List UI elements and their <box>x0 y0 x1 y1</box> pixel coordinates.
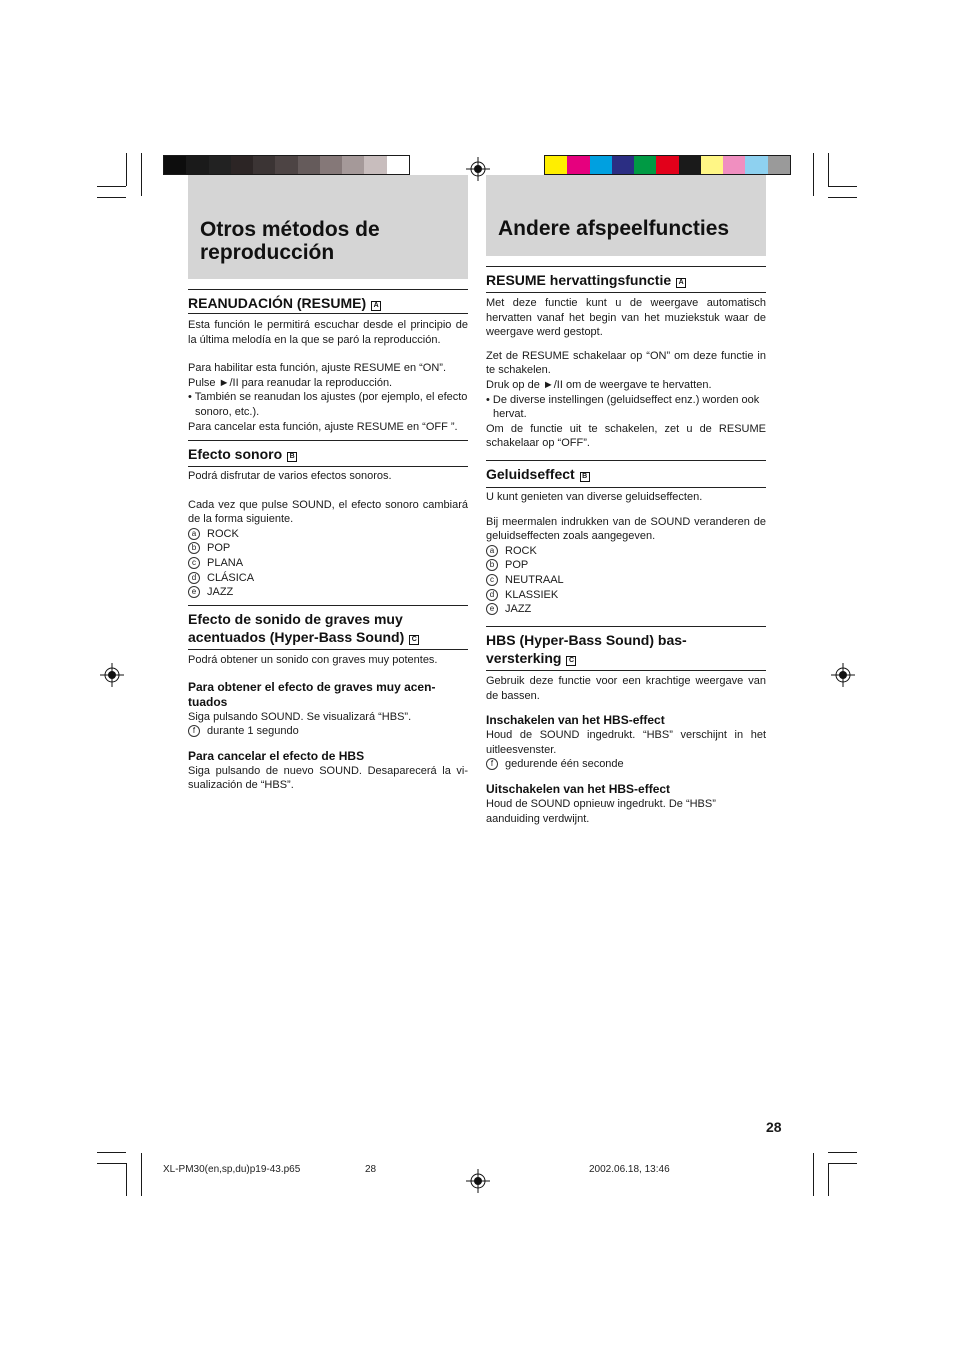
footer-date: 2002.06.18, 13:46 <box>589 1164 670 1175</box>
list-item-label: CLÁSICA <box>207 571 255 584</box>
crop-mark <box>97 197 126 198</box>
color-swatch <box>298 156 320 174</box>
list-item <box>486 588 766 603</box>
color-swatch <box>231 156 253 174</box>
crop-mark <box>97 186 126 187</box>
section-heading-resume-es: REANUDACIÓN (RESUME) A <box>188 289 468 314</box>
list-item <box>486 544 766 559</box>
color-swatch <box>164 156 186 174</box>
list-item-label: JAZZ <box>207 586 234 599</box>
color-swatch <box>567 156 589 174</box>
sound-mode-list <box>188 527 468 600</box>
label-badge: A <box>371 301 381 311</box>
list-item <box>188 527 468 542</box>
color-swatch <box>253 156 275 174</box>
list-marker: e <box>188 586 200 598</box>
page-title-spanish: Otros métodos de reproducción <box>200 218 380 264</box>
list-marker: c <box>188 557 200 569</box>
grayscale-color-bar <box>163 155 410 175</box>
color-swatch <box>723 156 745 174</box>
list-marker: c <box>486 574 498 586</box>
crop-mark <box>813 1153 814 1196</box>
crop-mark <box>828 1152 857 1153</box>
page-title-dutch: Andere afspeelfuncties <box>498 217 730 240</box>
sound-text-nl: U kunt genieten van diverse geluidseffecten. Bij meermalen indrukken van de SOUND veranderen de geluidseffecten zoals aangegeven. a ROCK b POP c NEUTRAAL d KLASSIEK e JAZZ <box>486 491 766 616</box>
list-item <box>486 602 766 617</box>
sound-text-es: Podrá disfrutar de varios efectos sonoros. Cada vez que pulse SOUND, el efecto sonoro cambiará de la forma siguiente. a ROCK b POP c PLANA d CLÁSICA e JAZZ <box>188 470 468 599</box>
footer-filename: XL-PM30(en,sp,du)p19-43.p65 <box>163 1164 301 1175</box>
crop-mark <box>828 197 857 198</box>
crop-mark <box>126 153 127 186</box>
color-swatch <box>634 156 656 174</box>
color-swatch <box>387 156 409 174</box>
footer-page: 28 <box>365 1164 377 1175</box>
crop-mark <box>141 1153 142 1196</box>
color-swatch <box>186 156 208 174</box>
list-item: f gedurende één seconde <box>486 757 766 772</box>
label-badge: C <box>409 635 419 645</box>
list-marker: e <box>486 603 498 615</box>
section-heading-resume-nl: RESUME hervattingsfunctie A <box>486 266 766 293</box>
color-swatch <box>745 156 767 174</box>
color-swatch <box>612 156 634 174</box>
label-badge: C <box>566 656 576 666</box>
process-color-bar <box>544 155 791 175</box>
list-item-label: ROCK <box>207 527 239 540</box>
list-item <box>188 556 468 571</box>
label-badge: B <box>580 472 590 482</box>
list-item <box>486 558 766 573</box>
list-marker: a <box>188 528 200 540</box>
list-marker: b <box>188 542 200 554</box>
list-item-label: POP <box>207 542 231 555</box>
color-swatch <box>545 156 567 174</box>
registration-mark-icon <box>466 1169 490 1193</box>
crop-mark <box>97 1152 126 1153</box>
hbs-text-es: Podrá obtener un sonido con graves muy potentes. Para obtener el efecto de graves muy acen-tuados Siga pulsando SOUND. Se visualizará “HBS”. f durante 1 segundo Para cancelar el efecto de HBS Siga pulsando de nuevo SOUND. Desaparecerá la vi-sualización de “HBS”. <box>188 654 468 792</box>
crop-mark <box>828 153 829 186</box>
sound-mode-list <box>486 544 766 617</box>
color-swatch <box>590 156 612 174</box>
color-swatch <box>679 156 701 174</box>
hbs-text-nl: Gebruik deze functie voor een krachtige weergave van de bassen. Inschakelen van het HBS-effect Houd de SOUND ingedrukt. “HBS” verschijnt in het uitleesvenster. f gedurende één seconde Uitschakelen van het HBS-effect Houd de SOUND opnieuw ingedrukt. De “HBS” aanduiding verdwijnt. <box>486 675 766 825</box>
list-item-label: JAZZ <box>505 603 532 616</box>
crop-mark <box>828 1163 857 1164</box>
list-item <box>188 541 468 556</box>
color-swatch <box>342 156 364 174</box>
color-swatch <box>320 156 342 174</box>
color-swatch <box>701 156 723 174</box>
list-marker: a <box>486 545 498 557</box>
crop-mark <box>828 186 857 187</box>
list-marker: b <box>486 559 498 571</box>
color-swatch <box>275 156 297 174</box>
section-heading-hbs-es: Efecto de sonido de graves muy acentuados (Hyper-Bass Sound) C <box>188 605 468 650</box>
color-swatch <box>209 156 231 174</box>
label-badge: B <box>287 452 297 462</box>
list-item <box>486 573 766 588</box>
resume-text-nl: Met deze functie kunt u de weergave automatisch hervatten vanaf het begin van het muziekstuk waar de weergave werd gestopt. Zet de RESUME schakelaar op “ON” om deze functie in te schakelen. Druk op de ►/II om de weergave te hervatten. • De diverse instellingen (geluidseffect enz.) worden ook hervat. Om de functie uit te schakelen, zet u de RESUME schakelaar op “OFF”. <box>486 297 766 450</box>
crop-mark <box>141 153 142 196</box>
crop-mark <box>97 1163 126 1164</box>
list-item-label: PLANA <box>207 556 244 569</box>
registration-mark-icon <box>831 663 855 687</box>
section-heading-sound-nl: Geluidseffect B <box>486 460 766 488</box>
crop-mark <box>126 1163 127 1196</box>
list-item-label: KLASSIEK <box>505 588 559 601</box>
section-heading-sound-es: Efecto sonoro B <box>188 440 468 467</box>
list-item <box>188 571 468 586</box>
list-item <box>188 585 468 600</box>
color-swatch <box>768 156 790 174</box>
registration-mark-icon <box>100 663 124 687</box>
list-item-label: ROCK <box>505 544 537 557</box>
color-swatch <box>656 156 678 174</box>
label-badge: A <box>676 278 686 288</box>
section-heading-hbs-nl: HBS (Hyper-Bass Sound) bas- versterking C <box>486 626 766 671</box>
list-item-label: NEUTRAAL <box>505 573 564 586</box>
list-marker: d <box>486 589 498 601</box>
right-title-box <box>486 175 766 256</box>
color-swatch <box>364 156 386 174</box>
list-item: f durante 1 segundo <box>188 724 468 739</box>
crop-mark <box>813 153 814 196</box>
list-item-label: POP <box>505 559 529 572</box>
resume-text-es: Esta función le permitirá escuchar desde el principio de la última melodía en la que se paró la reproducción. Para habilitar esta función, ajuste RESUME en “ON”. Pulse ►/II para reanudar la reproducción. • También se reanudan los ajustes (por ejemplo, el efecto sonoro, etc.). Para cancelar esta función, ajuste RESUME en “OFF ”. <box>188 319 468 433</box>
page-number: 28 <box>766 1119 782 1135</box>
crop-mark <box>828 1163 829 1196</box>
left-title-box <box>188 175 468 279</box>
list-marker: d <box>188 572 200 584</box>
